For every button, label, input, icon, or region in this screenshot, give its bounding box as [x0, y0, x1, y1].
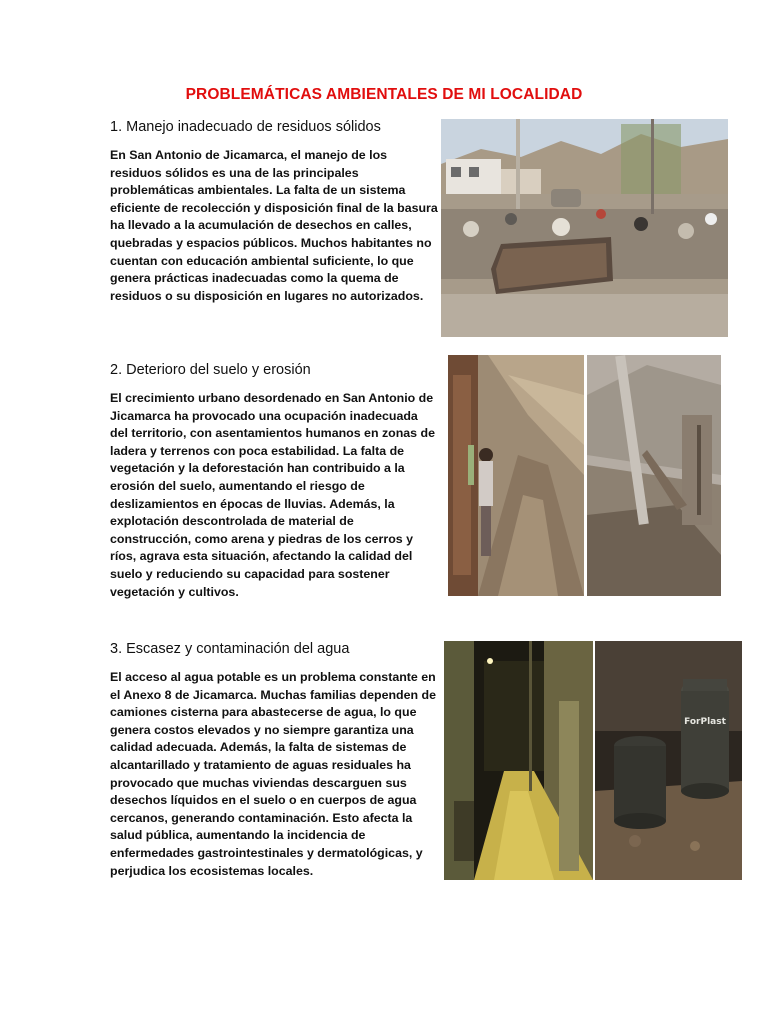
section-2-heading: 2. Deterioro del suelo y erosión — [110, 362, 311, 378]
section-1-heading: 1. Manejo inadecuado de residuos sólidos — [110, 119, 381, 135]
section-2-body: El crecimiento urbano desordenado en San Antonio de Jicamarca ha provocado una ocupación inadecuada del territorio, con asentamientos humanos en zonas de ladera y terrenos con poca estabilidad. La falta de vegetación y la deforestación han contribuido a la erosión del suelo, aumentando el riesgo de deslizamientos en épocas de lluvias. Además, la explotación descontrolada de material de construcción, como arena y piedras de los cerros y ríos, agrava esta situación, afectando la calidad del suelo y reduciendo su capacidad para sostener vegetación y cultivos. — [110, 391, 435, 599]
eroded-hillside-photo — [448, 355, 584, 596]
garbage-street-photo — [441, 119, 728, 337]
section-1-body: En San Antonio de Jicamarca, el manejo de los residuos sólidos es una de las principales problemáticas ambientales. La falta de un sistema eficiente de recolección y disposición final de la basura ha llevado a la acumulación de desechos en calles, quebradas y espacios públicos. Muchos habitantes no cuentan con educación ambiental suficiente, lo que genera prácticas inadecuadas como la quema de residuos o su disposición en lugares no autorizados. — [110, 148, 438, 303]
collapsed-hillside-photo — [587, 355, 721, 596]
water-tanks-photo — [595, 641, 742, 880]
night-street-photo — [444, 641, 593, 880]
tank-brand-label: ForPlast — [684, 717, 726, 727]
document-title: PROBLEMÁTICAS AMBIENTALES DE MI LOCALIDAD — [185, 86, 583, 103]
section-3-heading: 3. Escasez y contaminación del agua — [110, 641, 350, 657]
section-3-body: El acceso al agua potable es un problema constante en el Anexo 8 de Jicamarca. Muchas familias dependen de camiones cisterna para abastecerse de agua, lo que genera costos elevados y no siempre garantiza una calidad adecuada. Además, la falta de sistemas de alcantarillado y tratamiento de aguas residuales ha provocado que muchas viviendas descarguen sus desechos líquidos en el suelo o en cuerpos de agua cercanos, generando contaminación. Esto afecta la salud pública, aumentando la incidencia de enfermedades gastrointestinales y dermatológicas, y perjudica los ecosistemas locales. — [110, 670, 436, 878]
